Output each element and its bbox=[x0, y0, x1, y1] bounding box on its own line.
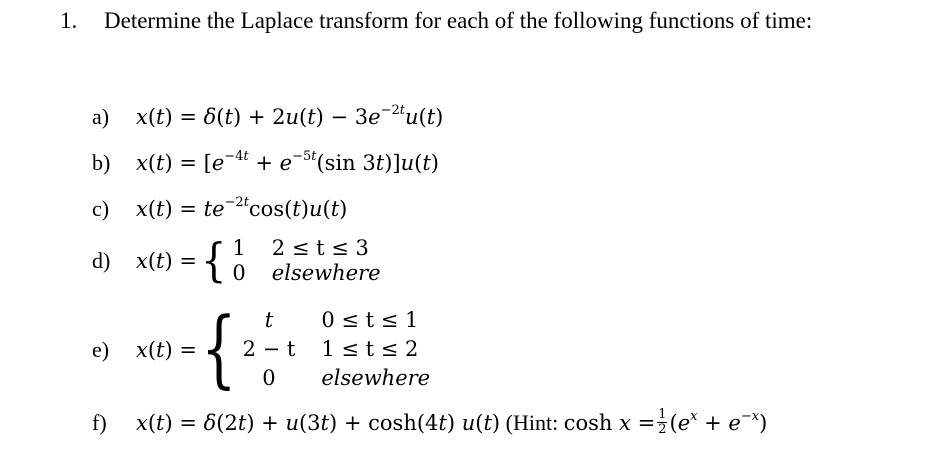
case-condition: elsewhere bbox=[321, 366, 431, 390]
case-value: 2 − t bbox=[242, 337, 296, 361]
item-label: c) bbox=[92, 196, 110, 221]
hint-formula: cosh x = $\frac{1}{2}$ $(e^x + e^{-x})$ bbox=[563, 407, 768, 437]
item-a bbox=[92, 104, 443, 130]
item-label: e) bbox=[92, 336, 110, 362]
case-value: 0 bbox=[232, 261, 246, 285]
hint-prefix: (Hint: bbox=[505, 410, 559, 435]
item-d bbox=[92, 236, 381, 286]
item-label: b) bbox=[92, 150, 111, 175]
item-c bbox=[92, 196, 347, 222]
case-condition: 1 ≤ t ≤ 2 bbox=[321, 337, 419, 361]
question-number: 1. bbox=[60, 8, 78, 33]
piecewise-cases-d bbox=[232, 236, 380, 286]
case-value: 0 bbox=[262, 366, 276, 390]
item-label: d) bbox=[92, 248, 111, 273]
item-label: a) bbox=[92, 104, 110, 129]
piecewise-cases-e bbox=[243, 306, 431, 393]
question-heading bbox=[60, 8, 812, 34]
equation-e-lhs: x(t) = bbox=[136, 337, 197, 362]
fraction-one-half: $\frac{1}{2}$ bbox=[658, 407, 667, 437]
left-brace: { bbox=[200, 234, 227, 288]
case-value: 1 bbox=[232, 236, 246, 260]
case-condition: 2 ≤ t ≤ 3 bbox=[271, 236, 369, 260]
equation-d-lhs: x(t) = bbox=[136, 249, 197, 273]
left-brace: { bbox=[200, 300, 237, 398]
item-e bbox=[92, 300, 431, 398]
case-condition: elsewhere bbox=[271, 261, 381, 285]
case-value: t bbox=[264, 308, 274, 332]
case-condition: 0 ≤ t ≤ 1 bbox=[321, 308, 419, 332]
equation-a: $x(t) = \delta(t) + 2u(t) - 3e^{-2t}u(t)$ bbox=[136, 103, 444, 129]
equation-b: $x(t) = [e^{-4t} + e^{-5t}(\sin$ 3t)]u(t) bbox=[136, 149, 439, 175]
item-f bbox=[92, 407, 768, 439]
item-label: f) bbox=[92, 410, 107, 435]
item-b bbox=[92, 150, 439, 176]
question-prompt: Determine the Laplace transform for each of the following functions of time: bbox=[104, 8, 813, 33]
equation-c: $x(t) = te^{-2t}\cos(t)u(t)$ bbox=[136, 195, 348, 221]
equation-f: x(t) = δ(2t) + u(3t) + cosh(4t) u(t) bbox=[136, 411, 501, 435]
